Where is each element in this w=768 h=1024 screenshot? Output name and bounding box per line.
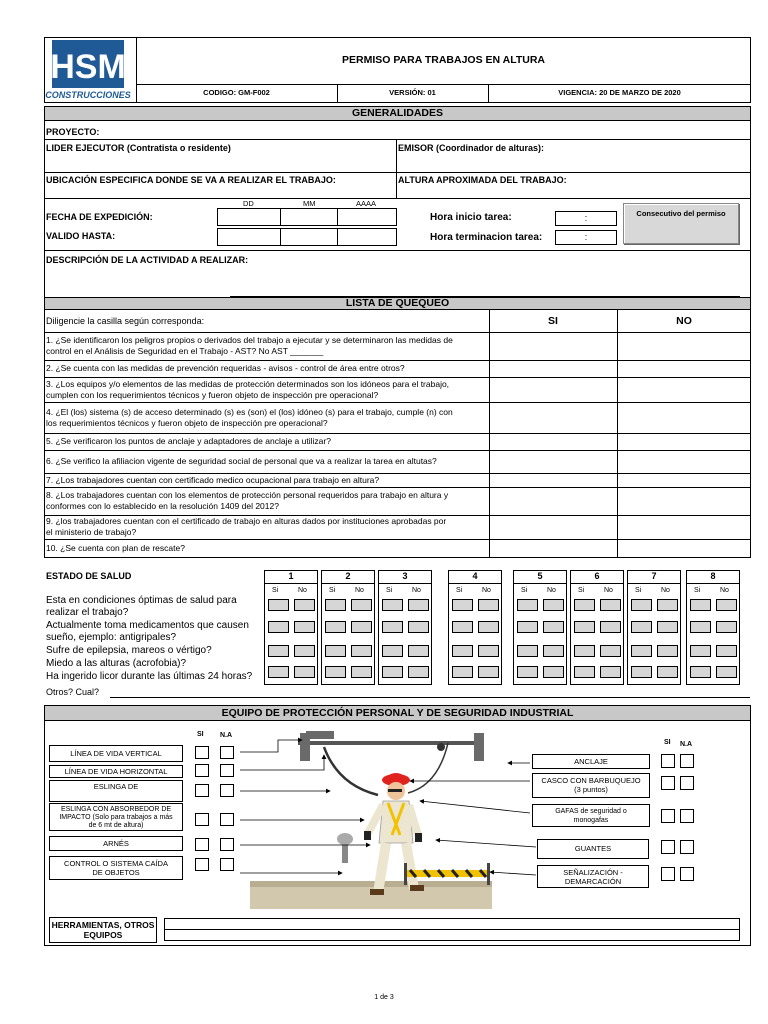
checklist-item-no-cell[interactable] bbox=[618, 333, 750, 359]
ubicacion-label: UBICACIÓN ESPECIFICA DONDE SE VA A REALIZAR EL TRABAJO: bbox=[46, 175, 336, 185]
salud-worker-number: 7 bbox=[651, 571, 657, 581]
checklist-item-text-cont: cumplen con los requerimientos técnicos y fueron objeto de inspección pre operacional? bbox=[46, 389, 379, 400]
salud-no-label: No bbox=[355, 587, 364, 594]
fecha-label: FECHA DE EXPEDICIÓN: bbox=[46, 212, 153, 222]
salud-checkbox[interactable] bbox=[657, 666, 678, 678]
salud-checkbox[interactable] bbox=[294, 599, 315, 611]
checklist-item-text: 4. ¿El (los) sistema (s) de acceso determinado (s) es (son) el (los) idóneo (s) para el trabajo, cumple (n) con bbox=[46, 406, 453, 417]
equipo-checkbox[interactable] bbox=[220, 838, 234, 851]
checklist-item-text: 9. ¿los trabajadores cuentan con el certificado de trabajo en alturas dados por instituciones aprobadas por bbox=[46, 516, 447, 526]
checklist-item-si-cell[interactable] bbox=[490, 540, 616, 557]
salud-worker-number: 6 bbox=[594, 571, 600, 581]
eslinga-absorbedor-label: ESLINGA CON ABSORBEDOR DE IMPACTO (Solo para trabajos a más de 6 mt de altura) bbox=[49, 803, 183, 831]
checklist-item-si-cell[interactable] bbox=[490, 361, 616, 376]
checklist-item bbox=[46, 539, 486, 558]
equipo-checkbox[interactable] bbox=[220, 764, 234, 777]
checklist-item-no-cell[interactable] bbox=[618, 378, 750, 401]
salud-checkbox[interactable] bbox=[351, 666, 372, 678]
salud-checkbox[interactable] bbox=[351, 621, 372, 633]
salud-checkbox[interactable] bbox=[543, 599, 564, 611]
salud-checkbox[interactable] bbox=[690, 621, 711, 633]
salud-checkbox[interactable] bbox=[657, 621, 678, 633]
salud-checkbox[interactable] bbox=[325, 666, 346, 678]
salud-checkbox[interactable] bbox=[631, 645, 652, 657]
company-logo bbox=[45, 40, 131, 100]
checklist-item-text: 2. ¿Se cuenta con las medidas de prevención requeridas - avisos - control de área entre otros? bbox=[46, 363, 405, 373]
checklist-item-text: 5. ¿Se verificaron los puntos de anclaje y adaptadores de anclaje a utilizar? bbox=[46, 436, 331, 446]
equipo-checkbox[interactable] bbox=[661, 809, 675, 823]
emisor-label: EMISOR (Coordinador de alturas): bbox=[398, 143, 545, 153]
linea-vida-horizontal-label: LÍNEA DE VIDA HORIZONTAL bbox=[49, 765, 183, 778]
fecha-aaaa-field[interactable] bbox=[337, 208, 397, 226]
salud-checkbox[interactable] bbox=[325, 621, 346, 633]
salud-no-label: No bbox=[547, 587, 556, 594]
salud-checkbox[interactable] bbox=[382, 599, 403, 611]
salud-si-label: Si bbox=[272, 587, 279, 594]
salud-si-label: Si bbox=[456, 587, 463, 594]
equipo-right-si: SI bbox=[664, 739, 671, 746]
form-title: PERMISO PARA TRABAJOS EN ALTURA bbox=[341, 54, 545, 66]
equipo-checkbox[interactable] bbox=[680, 754, 694, 768]
form-version: VERSIÓN: 01 bbox=[389, 88, 436, 97]
salud-checkbox[interactable] bbox=[408, 666, 429, 678]
checklist-item-text: 6. ¿Se verifico la afiliacion vigente de seguridad social de personal que va a realizar la tarea en altutas? bbox=[46, 456, 437, 466]
salud-no-label: No bbox=[661, 587, 670, 594]
proyecto-label: PROYECTO: bbox=[46, 127, 100, 137]
salud-checkbox[interactable] bbox=[382, 621, 403, 633]
salud-checkbox[interactable] bbox=[452, 645, 473, 657]
salud-checkbox[interactable] bbox=[452, 599, 473, 611]
form-validity: VIGENCIA: 20 DE MARZO DE 2020 bbox=[558, 88, 681, 97]
hora-fin-label: Hora terminacion tarea: bbox=[430, 232, 543, 243]
equipo-checkbox[interactable] bbox=[680, 867, 694, 881]
valido-aaaa-field[interactable] bbox=[337, 228, 397, 246]
salud-worker-number: 4 bbox=[472, 571, 478, 581]
salud-si-label: Si bbox=[578, 587, 585, 594]
equipo-right-na: N.A bbox=[680, 741, 693, 748]
checklist-item-si-cell[interactable] bbox=[490, 403, 616, 432]
mm-label: MM bbox=[303, 199, 316, 208]
salud-checkbox[interactable] bbox=[478, 645, 499, 657]
hora-fin-field[interactable]: : bbox=[555, 230, 617, 245]
equipo-checkbox[interactable] bbox=[680, 809, 694, 823]
checklist-item-no-cell[interactable] bbox=[618, 361, 750, 376]
checklist-item-text-cont: el ministerio de trabajo? bbox=[46, 527, 137, 537]
checklist-item-text-cont: conformes con lo establecido en la resolución 1409 del 2012? bbox=[46, 501, 279, 511]
checklist-item-si-cell[interactable] bbox=[490, 474, 616, 486]
checklist-item-text: 8. ¿Los trabajadores cuentan con los elementos de protección personal requeridos para trabajo en altura y bbox=[46, 490, 449, 500]
salud-checkbox[interactable] bbox=[325, 645, 346, 657]
equipo-checkbox[interactable] bbox=[661, 867, 675, 881]
lider-label: LIDER EJECUTOR (Contratista o residente) bbox=[46, 143, 231, 153]
salud-checkbox[interactable] bbox=[574, 666, 595, 678]
salud-q2b: sueño, ejemplo: antigripales? bbox=[46, 632, 177, 643]
salud-no-label: No bbox=[604, 587, 613, 594]
hora-inicio-field[interactable]: : bbox=[555, 211, 617, 226]
checklist-item bbox=[46, 487, 486, 515]
eslinga-label: ESLINGA DE bbox=[49, 780, 183, 802]
herramientas-label: HERRAMIENTAS, OTROS EQUIPOS bbox=[49, 917, 157, 943]
checklist-item-no-cell[interactable] bbox=[618, 488, 750, 514]
checklist-item-si-cell[interactable] bbox=[490, 378, 616, 401]
salud-checkbox[interactable] bbox=[268, 666, 289, 678]
equipo-checkbox[interactable] bbox=[220, 813, 234, 826]
salud-checkbox[interactable] bbox=[408, 645, 429, 657]
salud-si-label: Si bbox=[386, 587, 393, 594]
checklist-item bbox=[46, 377, 486, 402]
salud-checkbox[interactable] bbox=[478, 666, 499, 678]
equipo-checkbox[interactable] bbox=[680, 840, 694, 854]
checklist-item bbox=[46, 473, 486, 487]
equipo-checkbox[interactable] bbox=[220, 858, 234, 871]
salud-no-label: No bbox=[412, 587, 421, 594]
salud-checkbox[interactable] bbox=[600, 645, 621, 657]
salud-checkbox[interactable] bbox=[382, 645, 403, 657]
salud-otros: Otros? Cual? bbox=[46, 687, 100, 697]
salud-checkbox[interactable] bbox=[517, 599, 538, 611]
page-number: 1 de 3 bbox=[374, 994, 394, 1001]
checklist-item-no-cell[interactable] bbox=[618, 451, 750, 472]
salud-title: ESTADO DE SALUD bbox=[46, 571, 132, 581]
salud-checkbox[interactable] bbox=[294, 645, 315, 657]
salud-checkbox[interactable] bbox=[690, 599, 711, 611]
salud-q1a: Esta en condiciones óptimas de salud para bbox=[46, 595, 237, 606]
salud-q1b: realizar el trabajo? bbox=[46, 607, 129, 618]
senalizacion-label: SEÑALIZACIÓN - DEMARCACIÓN bbox=[537, 865, 649, 888]
salud-checkbox[interactable] bbox=[657, 599, 678, 611]
equipo-left-si: SI bbox=[197, 731, 204, 738]
salud-worker-number: 2 bbox=[345, 571, 351, 581]
equipo-checkbox[interactable] bbox=[680, 776, 694, 790]
dd-label: DD bbox=[243, 199, 254, 208]
equipo-checkbox[interactable] bbox=[195, 784, 209, 797]
hora-inicio-label: Hora inicio tarea: bbox=[430, 212, 512, 223]
salud-checkbox[interactable] bbox=[690, 666, 711, 678]
salud-si-label: Si bbox=[635, 587, 642, 594]
herramientas-field-2[interactable] bbox=[164, 929, 740, 941]
consecutivo-field[interactable]: Consecutivo del permiso bbox=[623, 203, 739, 244]
equipo-checkbox[interactable] bbox=[195, 746, 209, 759]
salud-checkbox[interactable] bbox=[294, 621, 315, 633]
salud-checkbox[interactable] bbox=[716, 645, 737, 657]
salud-checkbox[interactable] bbox=[268, 621, 289, 633]
salud-checkbox[interactable] bbox=[517, 666, 538, 678]
equipo-left-na: N.A bbox=[220, 732, 233, 739]
salud-worker-number: 5 bbox=[537, 571, 543, 581]
valido-label: VALIDO HASTA: bbox=[46, 231, 116, 241]
section-equipo: EQUIPO DE PROTECCIÓN PERSONAL Y DE SEGURIDAD INDUSTRIAL bbox=[44, 705, 751, 721]
checklist-item bbox=[46, 402, 486, 433]
equipo-checkbox[interactable] bbox=[220, 746, 234, 759]
checklist-item-no-cell[interactable] bbox=[618, 403, 750, 432]
checklist-item-si-cell[interactable] bbox=[490, 488, 616, 514]
salud-checkbox[interactable] bbox=[325, 599, 346, 611]
descripcion-label: DESCRIPCIÓN DE LA ACTIVIDAD A REALIZAR: bbox=[46, 255, 249, 265]
equipo-checkbox[interactable] bbox=[195, 838, 209, 851]
salud-checkbox[interactable] bbox=[574, 599, 595, 611]
salud-checkbox[interactable] bbox=[452, 666, 473, 678]
salud-checkbox[interactable] bbox=[351, 599, 372, 611]
valido-dd-field[interactable] bbox=[217, 228, 281, 246]
salud-checkbox[interactable] bbox=[543, 621, 564, 633]
salud-no-label: No bbox=[298, 587, 307, 594]
checklist-item-text: 1. ¿Se identificaron los peligros propios o derivados del trabajo a ejecutar y se determinaron las medidas de bbox=[46, 335, 453, 345]
aaaa-label: AAAA bbox=[356, 199, 377, 208]
checklist-item-text: 3. ¿Los equipos y/o elementos de las medidas de protección determinados son los idóneos para el trabajo, bbox=[46, 378, 450, 389]
salud-checkbox[interactable] bbox=[408, 621, 429, 633]
salud-checkbox[interactable] bbox=[631, 666, 652, 678]
salud-checkbox[interactable] bbox=[351, 645, 372, 657]
equipo-checkbox[interactable] bbox=[195, 858, 209, 871]
equipo-checkbox[interactable] bbox=[661, 840, 675, 854]
salud-si-label: Si bbox=[521, 587, 528, 594]
salud-checkbox[interactable] bbox=[600, 599, 621, 611]
salud-worker-number: 1 bbox=[288, 571, 294, 581]
salud-checkbox[interactable] bbox=[631, 621, 652, 633]
salud-checkbox[interactable] bbox=[543, 645, 564, 657]
logo-mark: HSM bbox=[50, 48, 126, 86]
salud-checkbox[interactable] bbox=[517, 621, 538, 633]
salud-q3: Sufre de epilepsia, mareos o vértigo? bbox=[46, 645, 212, 656]
checklist-no-header: NO bbox=[676, 315, 692, 327]
salud-checkbox[interactable] bbox=[716, 666, 737, 678]
checklist-item-no-cell[interactable] bbox=[618, 434, 750, 449]
pointer-arrows bbox=[180, 725, 540, 895]
salud-checkbox[interactable] bbox=[452, 621, 473, 633]
checklist-item-si-cell[interactable] bbox=[490, 451, 616, 472]
salud-checkbox[interactable] bbox=[574, 645, 595, 657]
checklist-item bbox=[46, 450, 486, 473]
salud-checkbox[interactable] bbox=[268, 645, 289, 657]
checklist-item bbox=[46, 515, 486, 539]
casco-label: CASCO CON BARBUQUEJO (3 puntos) bbox=[532, 773, 650, 798]
checklist-item-text-cont: control en el Análisis de Seguridad en el Trabajo - AST? No AST _______ bbox=[46, 346, 324, 356]
checklist-item bbox=[46, 433, 486, 450]
salud-checkbox[interactable] bbox=[716, 599, 737, 611]
salud-checkbox[interactable] bbox=[382, 666, 403, 678]
salud-checkbox[interactable] bbox=[408, 599, 429, 611]
logo-subtitle: CONSTRUCCIONES bbox=[45, 90, 131, 100]
control-caida-objetos-label: CONTROL O SISTEMA CAÍDA DE OBJETOS bbox=[49, 856, 183, 880]
salud-checkbox[interactable] bbox=[574, 621, 595, 633]
valido-mm-field[interactable] bbox=[280, 228, 338, 246]
salud-checkbox[interactable] bbox=[294, 666, 315, 678]
salud-no-label: No bbox=[482, 587, 491, 594]
salud-checkbox[interactable] bbox=[631, 599, 652, 611]
section-checklist: LISTA DE QUEQUEO bbox=[44, 297, 751, 310]
salud-checkbox[interactable] bbox=[478, 621, 499, 633]
checklist-item-text: 10. ¿Se cuenta con plan de rescate? bbox=[46, 543, 185, 553]
fecha-mm-field[interactable] bbox=[280, 208, 338, 226]
salud-checkbox[interactable] bbox=[657, 645, 678, 657]
checklist-item-no-cell[interactable] bbox=[618, 540, 750, 557]
checklist-si-header: SI bbox=[548, 315, 558, 327]
anclaje-label: ANCLAJE bbox=[532, 754, 650, 769]
salud-checkbox[interactable] bbox=[543, 666, 564, 678]
salud-q2a: Actualmente toma medicamentos que causen bbox=[46, 620, 249, 631]
arnes-label: ARNÉS bbox=[49, 836, 183, 851]
salud-worker-number: 3 bbox=[402, 571, 408, 581]
equipo-checkbox[interactable] bbox=[195, 764, 209, 777]
salud-checkbox[interactable] bbox=[716, 621, 737, 633]
checklist-item-text-cont: los requerimientos técnicos y fueron objeto de inspección pre operacional? bbox=[46, 417, 328, 428]
salud-si-label: Si bbox=[694, 587, 701, 594]
checklist-item-no-cell[interactable] bbox=[618, 474, 750, 486]
linea-vida-vertical-label: LÍNEA DE VIDA VERTICAL bbox=[49, 745, 183, 762]
salud-worker-number: 8 bbox=[710, 571, 716, 581]
equipo-checkbox[interactable] bbox=[220, 784, 234, 797]
salud-checkbox[interactable] bbox=[600, 621, 621, 633]
equipo-checkbox[interactable] bbox=[661, 754, 675, 768]
salud-si-label: Si bbox=[329, 587, 336, 594]
salud-checkbox[interactable] bbox=[517, 645, 538, 657]
salud-checkbox[interactable] bbox=[600, 666, 621, 678]
checklist-item bbox=[46, 332, 486, 360]
checklist-item-si-cell[interactable] bbox=[490, 516, 616, 538]
salud-checkbox[interactable] bbox=[268, 599, 289, 611]
equipo-checkbox[interactable] bbox=[195, 813, 209, 826]
altura-label: ALTURA APROXIMADA DEL TRABAJO: bbox=[398, 175, 567, 185]
form-code: CODIGO: GM-F002 bbox=[203, 88, 270, 97]
gafas-label: GAFAS de seguridad o monogafas bbox=[532, 804, 650, 827]
fecha-dd-field[interactable] bbox=[217, 208, 281, 226]
equipo-checkbox[interactable] bbox=[661, 776, 675, 790]
salud-q4: Miedo a las alturas (acrofobia)? bbox=[46, 658, 187, 669]
salud-no-label: No bbox=[720, 587, 729, 594]
salud-checkbox[interactable] bbox=[478, 599, 499, 611]
checklist-instruction: Diligencie la casilla según corresponda: bbox=[46, 316, 205, 326]
salud-q5: Ha ingerido licor durante las últimas 24 horas? bbox=[46, 671, 253, 682]
checklist-item-text: 7. ¿Los trabajadores cuentan con certificado medico ocupacional para trabajo en altura? bbox=[46, 474, 380, 485]
checklist-item-si-cell[interactable] bbox=[490, 333, 616, 359]
checklist-item-si-cell[interactable] bbox=[490, 434, 616, 449]
checklist-item bbox=[46, 360, 486, 377]
salud-checkbox[interactable] bbox=[690, 645, 711, 657]
guantes-label: GUANTES bbox=[537, 839, 649, 859]
checklist-item-no-cell[interactable] bbox=[618, 516, 750, 538]
section-generalidades: GENERALIDADES bbox=[44, 106, 751, 121]
